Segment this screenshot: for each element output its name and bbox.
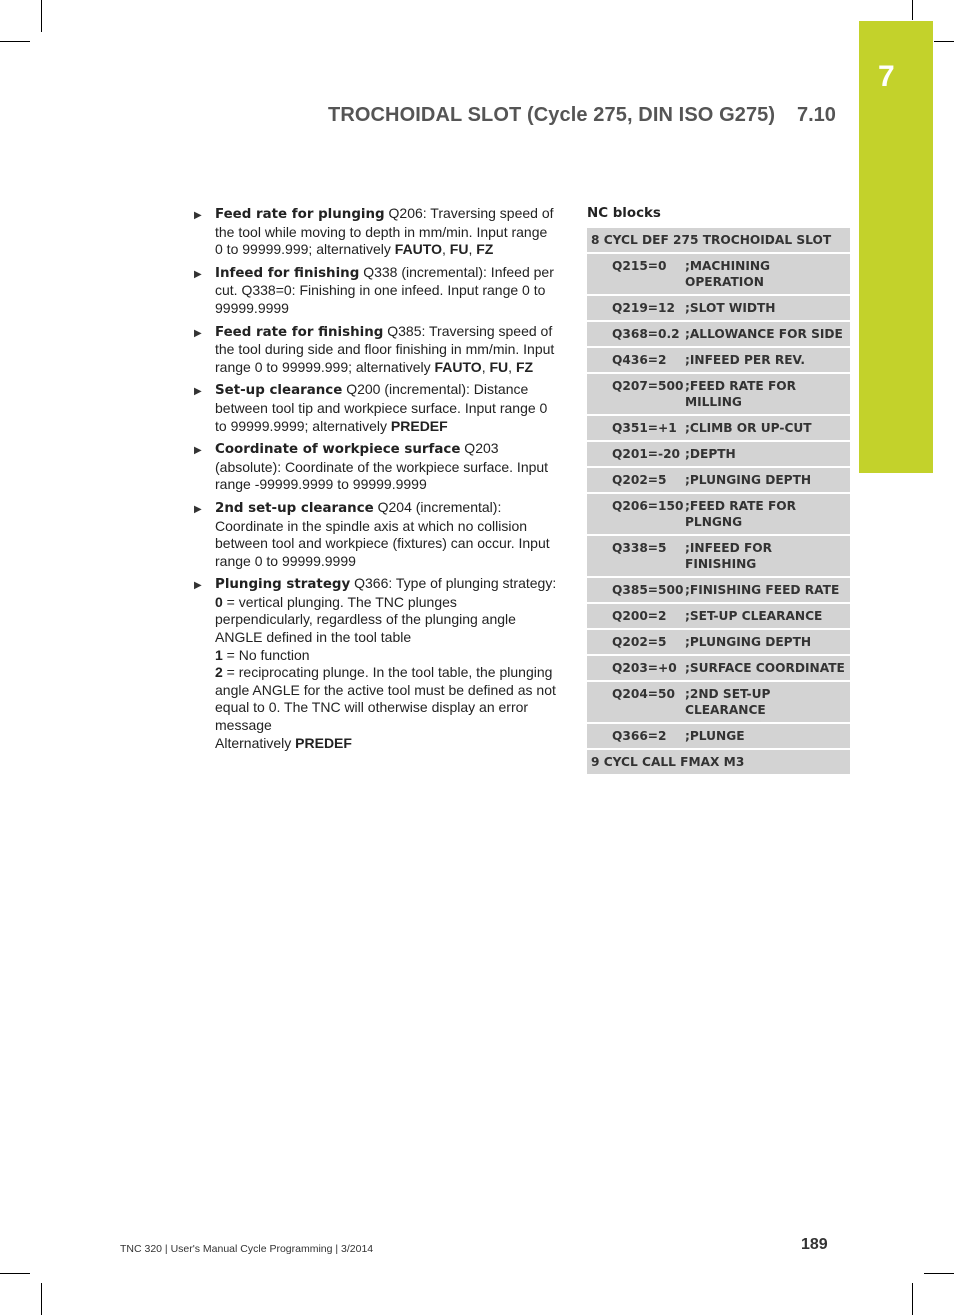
- nc-block-row: [587, 578, 850, 604]
- nc-comment: ;INFEED PER REV.: [685, 353, 806, 367]
- nc-comment: ;FEED RATE FOR PLNGNG: [685, 499, 797, 529]
- parameter-keyword: PREDEF: [390, 417, 448, 434]
- nc-block-row: [587, 682, 850, 724]
- nc-comment: ;FEED RATE FOR MILLING: [685, 379, 797, 409]
- nc-parameter: Q207=500: [612, 379, 684, 393]
- parameter-text: Q200 (incremental): Distance between tool tip and workpiece surface. Input range 0 to 99999.9999; alternatively: [215, 381, 548, 434]
- parameter-label: Set-up clearance: [215, 383, 343, 399]
- parameter-item: [194, 499, 558, 570]
- bullet-arrow-icon: ▶: [194, 210, 202, 221]
- chapter-tab: [859, 21, 933, 473]
- nc-block-row: [587, 348, 850, 374]
- nc-comment: ;INFEED FOR FINISHING: [685, 541, 773, 571]
- nc-blocks-table: [587, 228, 850, 776]
- parameter-text: Q338 (incremental): Infeed per cut. Q338=0: Finishing in one infeed. Input range 0 to 99999.9999: [215, 263, 554, 316]
- parameter-item: [194, 264, 558, 318]
- parameter-list: [194, 205, 558, 757]
- nc-blocks-title: NC blocks: [587, 206, 661, 221]
- bullet-arrow-icon: ▶: [194, 386, 202, 398]
- nc-comment: ;SURFACE COORDINATE: [685, 661, 845, 675]
- parameter-keyword: FU: [489, 358, 509, 375]
- parameter-text: Alternatively: [215, 734, 296, 751]
- bullet-arrow-icon: ▶: [194, 445, 202, 457]
- nc-comment: ;MACHINING OPERATION: [685, 259, 771, 289]
- parameter-keyword: 1: [215, 646, 223, 663]
- parameter-text: = No function: [222, 646, 310, 663]
- nc-parameter: Q215=0: [612, 259, 667, 273]
- nc-parameter: Q219=12: [612, 301, 675, 315]
- nc-parameter: Q201=-20: [612, 447, 681, 461]
- nc-block-row: [587, 494, 850, 536]
- parameter-item: [194, 440, 558, 494]
- nc-comment: ;SET-UP CLEARANCE: [685, 609, 823, 623]
- nc-parameter: Q436=2: [612, 353, 667, 367]
- page-number: 189: [801, 1236, 828, 1253]
- nc-parameter: Q200=2: [612, 609, 667, 623]
- nc-parameter: Q338=5: [612, 541, 667, 555]
- nc-block-row: [587, 724, 850, 750]
- nc-parameter: Q385=500: [612, 583, 684, 597]
- nc-parameter: Q203=+0: [612, 661, 677, 675]
- nc-parameter: Q204=50: [612, 687, 675, 701]
- nc-block-row: [587, 536, 850, 578]
- parameter-item: [194, 205, 558, 259]
- parameter-keyword: 2: [215, 664, 223, 681]
- parameter-label: Feed rate for finishing: [215, 324, 384, 340]
- parameter-item: [194, 381, 558, 435]
- parameter-keyword: FZ: [476, 241, 494, 258]
- nc-parameter: Q206=150: [612, 499, 684, 513]
- parameter-text: Q385: Traversing speed of the tool during side and floor finishing in mm/min. Input range 0 to 99999.999; alternatively: [215, 322, 555, 375]
- page-header-title: TROCHOIDAL SLOT (Cycle 275, DIN ISO G275): [328, 104, 776, 126]
- nc-block-line: 8 CYCL DEF 275 TROCHOIDAL SLOT: [591, 233, 832, 247]
- parameter-label: Infeed for finishing: [215, 265, 360, 281]
- nc-parameter: Q368=0.2: [612, 327, 680, 341]
- nc-block-row: [587, 296, 850, 322]
- parameter-text: Q206: Traversing speed of the tool while moving to depth in mm/min. Input range 0 to 99999.999; alternatively: [215, 205, 554, 258]
- nc-block-row: [587, 656, 850, 682]
- parameter-keyword: FU: [449, 241, 469, 258]
- crop-mark: [41, 1283, 42, 1315]
- nc-comment: ;PLUNGE: [685, 729, 745, 743]
- nc-comment: ;ALLOWANCE FOR SIDE: [685, 327, 843, 341]
- crop-mark: [912, 1283, 913, 1315]
- nc-comment: ;2ND SET-UP CLEARANCE: [685, 687, 771, 717]
- crop-mark: [934, 41, 954, 42]
- parameter-text: ,: [508, 358, 516, 375]
- parameter-keyword: FAUTO: [394, 241, 442, 258]
- parameter-text: ,: [481, 358, 490, 375]
- crop-mark: [0, 41, 30, 42]
- crop-mark: [41, 0, 42, 32]
- parameter-label: 2nd set-up clearance: [215, 500, 374, 516]
- parameter-text: Q366: Type of plunging strategy:: [350, 575, 557, 592]
- nc-block-row: [587, 442, 850, 468]
- nc-block-row: [587, 630, 850, 656]
- parameter-text: ,: [468, 241, 477, 258]
- nc-comment: ;FINISHING FEED RATE: [685, 583, 840, 597]
- nc-block-row: [587, 254, 850, 296]
- nc-comment: ;PLUNGING DEPTH: [685, 635, 812, 649]
- section-number: 7.10: [797, 104, 836, 126]
- chapter-number: 7: [878, 60, 895, 93]
- nc-parameter: Q351=+1: [612, 421, 677, 435]
- bullet-arrow-icon: ▶: [194, 580, 202, 592]
- parameter-text: = reciprocating plunge. In the tool table, the plunging angle ANGLE for the active tool must be defined as not equal to 0. The TNC will otherwise display an error message: [215, 664, 556, 734]
- parameter-keyword: FZ: [515, 358, 534, 375]
- parameter-label: Feed rate for plunging: [215, 207, 385, 222]
- nc-comment: ;SLOT WIDTH: [685, 301, 776, 315]
- nc-block-row: [587, 228, 850, 254]
- parameter-keyword: PREDEF: [295, 734, 352, 751]
- nc-block-row: [587, 416, 850, 442]
- parameter-keyword: FAUTO: [434, 358, 482, 375]
- nc-block-row: [587, 374, 850, 416]
- nc-block-row: [587, 604, 850, 630]
- nc-comment: ;DEPTH: [685, 447, 736, 461]
- parameter-label: Plunging strategy: [215, 577, 351, 593]
- nc-block-row: [587, 322, 850, 348]
- bullet-arrow-icon: ▶: [194, 503, 202, 515]
- parameter-item: [194, 575, 558, 752]
- nc-comment: ;CLIMB OR UP-CUT: [685, 421, 812, 435]
- nc-block-row: [587, 750, 850, 776]
- crop-mark: [912, 0, 913, 20]
- parameter-text: Q204 (incremental): Coordinate in the spindle axis at which no collision between tool and workpiece (fixtures) can occur. Input range 0 to 99999.9999: [215, 498, 550, 569]
- bullet-arrow-icon: ▶: [194, 268, 202, 280]
- parameter-text: ,: [442, 241, 450, 258]
- crop-mark: [924, 1273, 954, 1274]
- parameter-label: Coordinate of workpiece surface: [215, 442, 461, 458]
- nc-parameter: Q202=5: [612, 473, 667, 487]
- crop-mark: [0, 1273, 30, 1274]
- footer-text: TNC 320 | User's Manual Cycle Programming | 3/2014: [120, 1243, 374, 1255]
- parameter-text: Q203 (absolute): Coordinate of the workpiece surface. Input range -99999.9999 to 99999.9999: [215, 440, 549, 493]
- parameter-text: = vertical plunging. The TNC plunges perpendicularly, regardless of the plunging angle ANGLE defined in the tool table: [215, 593, 516, 646]
- bullet-arrow-icon: ▶: [194, 327, 202, 339]
- nc-parameter: Q366=2: [612, 729, 667, 743]
- parameter-keyword: 0: [215, 593, 223, 610]
- nc-comment: ;PLUNGING DEPTH: [685, 473, 812, 487]
- parameter-item: [194, 323, 558, 377]
- nc-parameter: Q202=5: [612, 635, 667, 649]
- nc-block-line: 9 CYCL CALL FMAX M3: [591, 755, 745, 769]
- nc-block-row: [587, 468, 850, 494]
